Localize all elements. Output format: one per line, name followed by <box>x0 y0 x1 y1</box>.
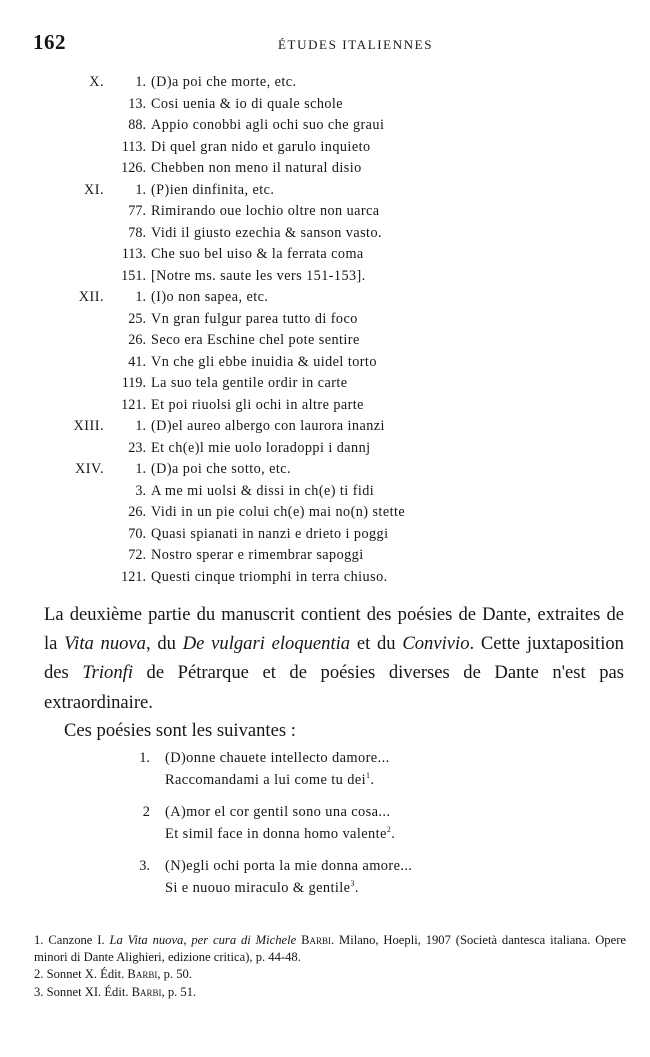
line-number: 113. <box>121 138 146 155</box>
poem-item <box>0 744 650 798</box>
verse-text: Chebben non meno il natural disio <box>151 160 362 176</box>
line-number: 121. <box>121 396 146 413</box>
line-number: 151. <box>121 267 146 284</box>
poem-item <box>0 798 650 852</box>
poem-first-line: (D)onne chauete intellecto damore... <box>165 750 390 766</box>
paragraph-intro: Ces poésies sont les suivantes : <box>64 720 296 741</box>
verse-row <box>0 352 650 374</box>
verse-text: Et ch(e)l mie uolo loradoppi i dannj <box>151 439 371 456</box>
verse-text: Rimirando oue lochio oltre non uarca <box>151 203 380 219</box>
verse-list <box>0 72 650 588</box>
line-number: 3. <box>135 482 146 499</box>
canto-number: XII. <box>78 289 104 305</box>
line-number: 119. <box>121 375 146 391</box>
verse-row <box>0 416 650 438</box>
verse-row <box>0 459 650 481</box>
poem-number: 3. <box>139 858 150 874</box>
verse-row <box>0 201 650 223</box>
paragraph-main: La deuxième partie du manuscrit contient des poésies de Dante, extraites de la Vita nuova, du De vulgari eloquentia et du Convivio. Cette juxtaposition des Trionfi de Pétrarque et de poésies diverses de Dante n'est pas extraordinaire. <box>44 604 624 713</box>
canto-number: XI. <box>83 181 104 198</box>
line-number: 1. <box>135 289 146 305</box>
verse-row <box>0 266 650 288</box>
line-number: 78. <box>128 224 146 241</box>
verse-text: (P)ien dinfinita, etc. <box>151 181 275 198</box>
verse-text: Che suo bel uiso & la ferrata coma <box>151 246 364 262</box>
footnote-1: 1. Canzone I. La Vita nuova, per cura di Michele Barbi. Milano, Hoepli, 1907 (Società dantesca italiana. Opere minori di Dante Alighieri, edizione critica), p. 44-48. <box>34 933 626 965</box>
title-de-vulgari-eloquentia: De vulgari eloquentia <box>182 633 351 655</box>
poem-number: 2 <box>142 804 150 820</box>
canto-number: XIII. <box>73 418 104 434</box>
poem-first-line: (N)egli ochi porta la mie donna amore... <box>165 858 413 874</box>
verse-row <box>0 309 650 331</box>
line-number: 1. <box>135 418 146 434</box>
poem-second-line: Et simil face in donna homo valente$^2$. <box>165 825 396 842</box>
line-number: 72. <box>128 547 146 563</box>
title-convivio: Convivio <box>402 633 470 655</box>
canto-number: XIV. <box>75 461 104 477</box>
running-title: ÉTUDES ITALIENNES <box>278 37 434 52</box>
verse-text: Vidi in un pie colui ch(e) mai no(n) stette <box>151 504 406 520</box>
line-number: 70. <box>128 525 146 542</box>
poem-item <box>0 852 650 906</box>
line-number: 1. <box>135 461 146 477</box>
verse-row <box>0 438 650 460</box>
footnote-ref: 3 <box>350 879 355 888</box>
verse-row <box>0 180 650 202</box>
poem-list <box>0 744 650 906</box>
verse-row <box>0 287 650 309</box>
verse-text: (I)o non sapea, etc. <box>151 289 269 305</box>
verse-row <box>0 244 650 266</box>
canto-number: X. <box>89 74 104 90</box>
verse-text: Appio conobbi agli ochi suo che graui <box>151 117 385 133</box>
line-number: 1. <box>135 181 146 198</box>
poem-second-line: Raccomandami a lui come tu dei$^1$. <box>165 771 375 788</box>
verse-row <box>0 395 650 417</box>
line-number: 1. <box>135 74 146 90</box>
verse-row <box>0 137 650 159</box>
verse-row <box>0 72 650 94</box>
line-number: 88. <box>128 117 146 133</box>
body-text <box>44 600 624 741</box>
verse-text: La suo tela gentile ordir in carte <box>151 375 348 391</box>
verse-text: [Notre ms. saute les vers 151-153]. <box>151 267 366 284</box>
verse-text: Seco era Eschine chel pote sentire <box>151 332 360 348</box>
line-number: 77. <box>128 203 146 219</box>
verse-row <box>0 567 650 589</box>
footnote-3: 3. Sonnet XI. Édit. Barbi, p. 51. <box>34 984 197 999</box>
verse-text: A me mi uolsi & dissi in ch(e) ti fidi <box>151 482 375 499</box>
line-number: 23. <box>128 439 146 456</box>
verse-text: Questi cinque triomphi in terra chiuso. <box>151 568 388 585</box>
verse-text: Vidi il giusto ezechia & sanson vasto. <box>151 224 382 241</box>
footnote-ref: 1 <box>366 771 371 780</box>
verse-row <box>0 545 650 567</box>
poem-number: 1. <box>139 750 150 766</box>
verse-row <box>0 502 650 524</box>
footnotes <box>34 932 626 1001</box>
verse-row <box>0 524 650 546</box>
verse-row <box>0 373 650 395</box>
verse-text: Vn che gli ebbe inuidia & uidel torto <box>151 353 377 370</box>
line-number: 25. <box>128 310 146 327</box>
line-number: 113. <box>121 246 146 262</box>
poem-first-line: (A)mor el cor gentil sono una cosa... <box>165 804 391 820</box>
line-number: 26. <box>128 332 146 348</box>
verse-row <box>0 115 650 137</box>
line-number: 26. <box>128 504 146 520</box>
line-number: 121. <box>121 568 146 585</box>
verse-text: (D)a poi che morte, etc. <box>151 74 297 90</box>
verse-text: Vn gran fulgur parea tutto di foco <box>151 310 358 327</box>
line-number: 13. <box>128 95 146 112</box>
verse-text: Cosi uenia & io di quale schole <box>151 95 344 112</box>
title-trionfi: Trionfi <box>82 662 133 684</box>
verse-row <box>0 158 650 180</box>
title-vita-nuova: Vita nuova <box>64 633 146 655</box>
footnote-2: 2. Sonnet X. Édit. Barbi, p. 50. <box>34 967 192 982</box>
page-number: 162 <box>33 30 66 54</box>
verse-row <box>0 94 650 116</box>
verse-text: Et poi riuolsi gli ochi in altre parte <box>151 396 364 413</box>
verse-row <box>0 223 650 245</box>
verse-text: Nostro sperar e rimembrar sapoggi <box>151 547 364 563</box>
verse-text: (D)a poi che sotto, etc. <box>151 461 292 477</box>
footnote-ref: 2 <box>386 825 392 834</box>
poem-second-line: Si e nuouo miraculo & gentile$^3$. <box>165 879 359 896</box>
verse-text: (D)el aureo albergo con laurora inanzi <box>151 418 385 434</box>
line-number: 41. <box>128 353 146 370</box>
verse-text: Quasi spianati in nanzi e drieto i poggi <box>151 525 389 542</box>
line-number: 126. <box>121 160 146 176</box>
verse-row <box>0 481 650 503</box>
verse-row <box>0 330 650 352</box>
page-header <box>33 30 623 60</box>
verse-text: Di quel gran nido et garulo inquieto <box>151 138 371 155</box>
